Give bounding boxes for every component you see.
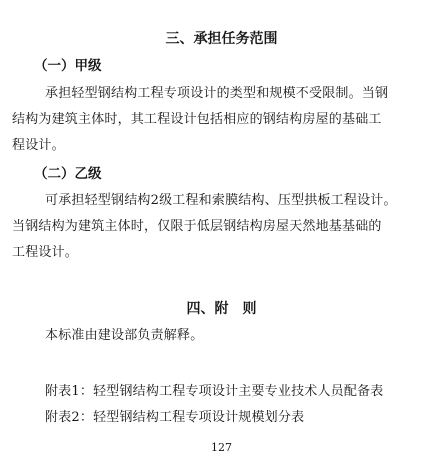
appendix-table-1: 附表1：轻型钢结构工程专项设计主要专业技术人员配备表 — [45, 384, 384, 399]
section-4-title: 四、附 则 — [186, 301, 257, 317]
section-3-title: 三、承担任务范围 — [165, 31, 278, 47]
appendix-table-2: 附表2：轻型钢结构工程专项设计规模划分表 — [45, 410, 305, 425]
grade-b-line-1: 可承担轻型钢结构2级工程和索膜结构、压型拱板工程设计。 — [45, 193, 397, 208]
grade-a-line-2: 结构为建筑主体时，其工程设计包括相应的钢结构房屋的基础工 — [12, 112, 382, 127]
grade-b-line-3: 工程设计。 — [12, 245, 79, 260]
grade-b-heading: （二）乙级 — [34, 166, 102, 182]
grade-a-line-3: 程设计。 — [12, 138, 65, 153]
grade-b-line-2: 当钢结构为建筑主体时，仅限于低层钢结构房屋天然地基基础的 — [12, 219, 382, 234]
grade-a-line-1: 承担轻型钢结构工程专项设计的类型和规模不受限制。当钢 — [45, 86, 389, 101]
section-4-text: 本标准由建设部负责解释。 — [45, 328, 204, 343]
grade-a-heading: （一）甲级 — [34, 58, 102, 74]
page-number: 127 — [211, 441, 232, 454]
